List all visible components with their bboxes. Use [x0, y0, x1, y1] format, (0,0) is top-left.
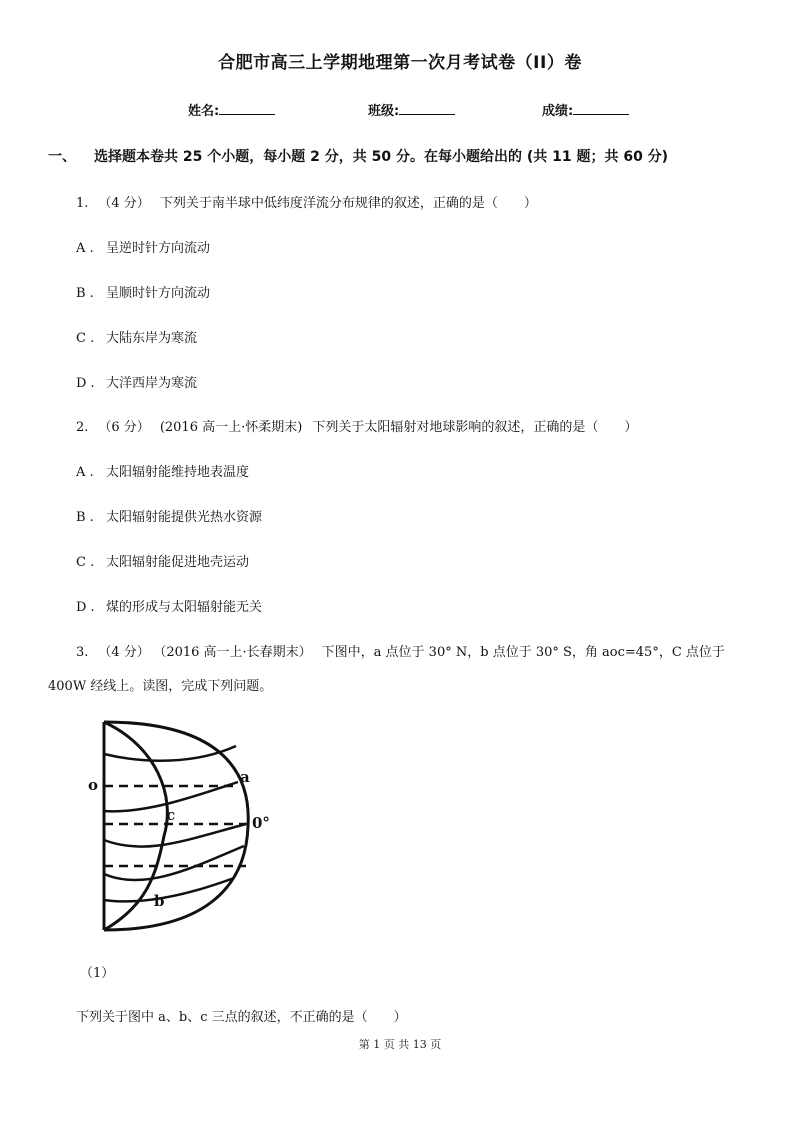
- option-text: 太阳辐射能促进地壳运动: [106, 555, 250, 570]
- option-letter: B .: [76, 510, 94, 525]
- label-b: b: [154, 892, 165, 910]
- option-c[interactable]: [76, 327, 197, 346]
- section-heading: [48, 146, 668, 166]
- outer-boundary: [104, 722, 248, 930]
- question-text: 下图中，a 点位于 30° N，b 点位于 30° S，角 aoc=45°，C 点位于: [321, 645, 725, 660]
- option-letter: D .: [76, 600, 95, 615]
- name-blank: [219, 102, 275, 115]
- question-source: （2016 高一上·长春期末）: [159, 645, 312, 660]
- option-text: 太阳辐射能维持地表温度: [106, 465, 250, 480]
- option-text: 太阳辐射能提供光热水资源: [106, 510, 263, 525]
- question-score: （6 分）: [98, 420, 150, 435]
- question-text: 下列关于南半球中低纬度洋流分布规律的叙述，正确的是（ ）: [159, 196, 537, 211]
- option-d[interactable]: [76, 596, 262, 615]
- option-d[interactable]: [76, 372, 197, 391]
- question-1: [76, 192, 537, 211]
- question-score: （4 分）: [98, 196, 150, 211]
- label-zero-degree: 0°: [252, 814, 270, 832]
- option-a[interactable]: [76, 461, 249, 480]
- question-text: 下列关于太阳辐射对地球影响的叙述，正确的是（ ）: [312, 420, 638, 435]
- sub-question-number: （1）: [80, 966, 115, 981]
- sub-question-text: 下列关于图中 a、b、c 三点的叙述，不正确的是（ ）: [76, 1010, 407, 1025]
- option-letter: B .: [76, 286, 94, 301]
- question-3: [76, 641, 725, 660]
- question-source: (2016 高一上·怀柔期末): [159, 420, 303, 435]
- question-2: [76, 416, 637, 435]
- name-label: 姓名:: [188, 104, 220, 119]
- option-letter: A .: [76, 241, 94, 256]
- question-number: 2.: [76, 420, 89, 435]
- score-label: 成绩:: [542, 104, 574, 119]
- option-letter: C .: [76, 555, 95, 570]
- option-letter: A .: [76, 465, 94, 480]
- question-number: 1.: [76, 196, 89, 211]
- hemisphere-diagram: [86, 716, 296, 940]
- section-text: 选择题本卷共 25 个小题，每小题 2 分，共 50 分。在每小题给出的 (共 11 题；共 60 分): [94, 149, 669, 165]
- question-3-continued: 400W 经线上。读图，完成下列问题。: [48, 679, 273, 694]
- score-field: [542, 100, 629, 119]
- option-letter: C .: [76, 331, 95, 346]
- globe-figure: [86, 716, 296, 936]
- option-text: 呈逆时针方向流动: [106, 241, 211, 256]
- option-text: 煤的形成与太阳辐射能无关: [106, 600, 263, 615]
- section-number: 一、: [48, 149, 76, 165]
- label-a: a: [240, 768, 250, 786]
- name-field: [188, 100, 275, 119]
- parallel-3: [104, 824, 246, 847]
- class-label: 班级:: [368, 104, 400, 119]
- option-text: 大陆东岸为寒流: [106, 331, 198, 346]
- question-score: （4 分）: [98, 645, 150, 660]
- page-footer: 第 1 页 共 13 页: [358, 1038, 442, 1051]
- score-blank: [573, 102, 629, 115]
- label-c: c: [166, 806, 176, 824]
- question-number: 3.: [76, 645, 89, 660]
- option-text: 呈顺时针方向流动: [106, 286, 211, 301]
- class-field: [368, 100, 455, 119]
- exam-title: 合肥市高三上学期地理第一次月考试卷（II）卷: [218, 53, 582, 73]
- option-letter: D .: [76, 376, 95, 391]
- parallel-4: [104, 846, 244, 880]
- option-b[interactable]: [76, 506, 262, 525]
- option-text: 大洋西岸为寒流: [106, 376, 198, 391]
- option-b[interactable]: [76, 282, 210, 301]
- label-o: o: [88, 776, 99, 794]
- option-a[interactable]: [76, 237, 210, 256]
- class-blank: [399, 102, 455, 115]
- option-c[interactable]: [76, 551, 249, 570]
